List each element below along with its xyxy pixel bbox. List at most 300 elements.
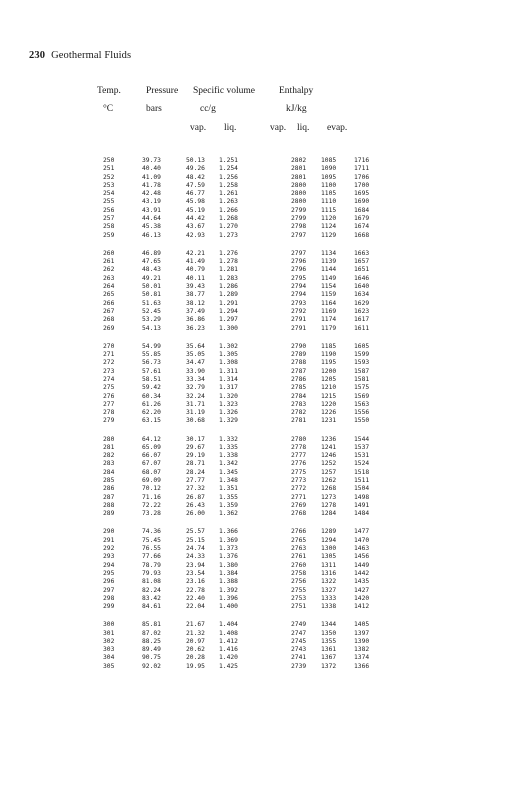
enthalpy-evap-cell: 1679 (354, 215, 370, 223)
pressure-cell: 53.29 (142, 316, 161, 324)
enthalpy-vap-cell: 2749 (291, 621, 307, 629)
volume-vap-cell: 23.16 (186, 578, 205, 586)
enthalpy-evap-cell: 1611 (354, 324, 370, 332)
temp-cell: 265 (103, 291, 115, 299)
header-volume-vap: vap. (190, 123, 207, 133)
volume-liq-cell: 1.366 (219, 528, 238, 536)
enthalpy-liq-cell: 1205 (321, 375, 337, 383)
enthalpy-vap-cell: 2796 (291, 266, 307, 274)
volume-vap-cell: 38.77 (186, 291, 205, 299)
enthalpy-evap-cell: 1684 (354, 206, 370, 214)
enthalpy-vap-cell: 2802 (291, 157, 307, 164)
volume-liq-cell: 1.276 (219, 249, 238, 257)
pressure-cell: 52.45 (142, 307, 161, 315)
pressure-cell: 78.79 (142, 561, 161, 569)
pressure-cell: 88.25 (142, 637, 161, 645)
enthalpy-vap-cell: 2800 (291, 198, 307, 206)
temp-cell: 281 (103, 443, 115, 451)
enthalpy-evap-cell: 1640 (354, 283, 370, 291)
volume-liq-cell: 1.320 (219, 392, 238, 400)
running-head (29, 50, 131, 61)
temp-cell: 295 (103, 569, 115, 577)
enthalpy-vap-cell: 2780 (291, 435, 307, 443)
enthalpy-liq-cell: 1278 (321, 501, 337, 509)
pressure-cell: 67.07 (142, 460, 161, 468)
volume-liq-cell: 1.283 (219, 274, 238, 282)
enthalpy-liq-cell: 1246 (321, 452, 337, 460)
volume-vap-cell: 45.98 (186, 198, 205, 206)
volume-liq-cell: 1.355 (219, 493, 238, 501)
enthalpy-vap-cell: 2778 (291, 443, 307, 451)
temp-cell: 254 (103, 190, 115, 198)
enthalpy-evap-cell: 1524 (354, 460, 370, 468)
enthalpy-liq-cell: 1241 (321, 443, 337, 451)
enthalpy-vap-cell: 2801 (291, 165, 307, 173)
volume-vap-cell: 29.67 (186, 443, 205, 451)
enthalpy-liq-cell: 1200 (321, 367, 337, 375)
volume-vap-cell: 39.43 (186, 283, 205, 291)
volume-liq-cell: 1.270 (219, 223, 238, 231)
enthalpy-liq-cell: 1257 (321, 468, 337, 476)
pressure-cell: 63.15 (142, 417, 161, 425)
temp-cell: 259 (103, 231, 115, 239)
pressure-cell: 60.34 (142, 392, 161, 400)
volume-vap-cell: 33.90 (186, 367, 205, 375)
enthalpy-evap-cell: 1435 (354, 578, 370, 586)
enthalpy-evap-cell: 1484 (354, 510, 370, 518)
enthalpy-liq-cell: 1195 (321, 359, 337, 367)
enthalpy-evap-cell: 1442 (354, 569, 370, 577)
enthalpy-vap-cell: 2784 (291, 392, 307, 400)
enthalpy-vap-cell: 2768 (291, 510, 307, 518)
enthalpy-liq-cell: 1252 (321, 460, 337, 468)
enthalpy-liq-cell: 1120 (321, 215, 337, 223)
enthalpy-vap-cell: 2775 (291, 468, 307, 476)
temp-cell: 294 (103, 561, 115, 569)
enthalpy-liq-cell: 1305 (321, 553, 337, 561)
temp-cell: 257 (103, 215, 115, 223)
enthalpy-vap-cell: 2794 (291, 291, 307, 299)
volume-vap-cell: 32.24 (186, 392, 205, 400)
enthalpy-vap-cell: 2801 (291, 173, 307, 181)
volume-vap-cell: 40.11 (186, 274, 205, 282)
enthalpy-liq-cell: 1231 (321, 417, 337, 425)
header-specific-volume: Specific volume (193, 86, 255, 96)
enthalpy-vap-cell: 2741 (291, 654, 307, 662)
pressure-cell: 87.02 (142, 629, 161, 637)
header-enthalpy: Enthalpy (279, 86, 314, 96)
temp-cell: 292 (103, 545, 115, 553)
enthalpy-vap-cell: 2763 (291, 545, 307, 553)
enthalpy-liq-cell: 1144 (321, 266, 337, 274)
pressure-cell: 42.48 (142, 190, 161, 198)
temp-cell: 255 (103, 198, 115, 206)
volume-vap-cell: 42.93 (186, 231, 205, 239)
enthalpy-evap-cell: 1518 (354, 468, 370, 476)
enthalpy-vap-cell: 2786 (291, 375, 307, 383)
enthalpy-evap-cell: 1366 (354, 662, 370, 670)
temp-cell: 256 (103, 206, 115, 214)
volume-vap-cell: 47.59 (186, 181, 205, 189)
temp-cell: 298 (103, 594, 115, 602)
pressure-cell: 70.12 (142, 485, 161, 493)
volume-liq-cell: 1.351 (219, 485, 238, 493)
enthalpy-evap-cell: 1427 (354, 586, 370, 594)
volume-liq-cell: 1.289 (219, 291, 238, 299)
volume-liq-cell: 1.300 (219, 324, 238, 332)
volume-vap-cell: 27.32 (186, 485, 205, 493)
volume-liq-cell: 1.317 (219, 384, 238, 392)
volume-vap-cell: 43.67 (186, 223, 205, 231)
temp-cell: 269 (103, 324, 115, 332)
enthalpy-vap-cell: 2795 (291, 274, 307, 282)
enthalpy-evap-cell: 1657 (354, 258, 370, 266)
enthalpy-vap-cell: 2790 (291, 342, 307, 350)
volume-liq-cell: 1.254 (219, 165, 238, 173)
enthalpy-vap-cell: 2776 (291, 460, 307, 468)
enthalpy-vap-cell: 2747 (291, 629, 307, 637)
enthalpy-liq-cell: 1134 (321, 249, 337, 257)
volume-liq-cell: 1.261 (219, 190, 238, 198)
temp-cell: 280 (103, 435, 115, 443)
enthalpy-liq-cell: 1262 (321, 477, 337, 485)
volume-liq-cell: 1.376 (219, 553, 238, 561)
temp-cell: 258 (103, 223, 115, 231)
enthalpy-vap-cell: 2787 (291, 367, 307, 375)
pressure-cell: 65.09 (142, 443, 161, 451)
enthalpy-evap-cell: 1700 (354, 181, 370, 189)
enthalpy-evap-cell: 1470 (354, 536, 370, 544)
enthalpy-vap-cell: 2743 (291, 646, 307, 654)
enthalpy-evap-cell: 1599 (354, 351, 370, 359)
volume-vap-cell: 23.54 (186, 569, 205, 577)
pressure-cell: 58.51 (142, 375, 161, 383)
temp-cell: 275 (103, 384, 115, 392)
volume-vap-cell: 48.42 (186, 173, 205, 181)
enthalpy-liq-cell: 1322 (321, 578, 337, 586)
pressure-cell: 57.61 (142, 367, 161, 375)
enthalpy-vap-cell: 2760 (291, 561, 307, 569)
volume-liq-cell: 1.362 (219, 510, 238, 518)
volume-liq-cell: 1.384 (219, 569, 238, 577)
header-enthalpy-evap: evap. (327, 123, 348, 133)
enthalpy-liq-cell: 1139 (321, 258, 337, 266)
volume-vap-cell: 40.79 (186, 266, 205, 274)
pressure-cell: 85.81 (142, 621, 161, 629)
enthalpy-liq-cell: 1190 (321, 351, 337, 359)
enthalpy-vap-cell: 2777 (291, 452, 307, 460)
enthalpy-vap-cell: 2796 (291, 258, 307, 266)
enthalpy-evap-cell: 1617 (354, 316, 370, 324)
enthalpy-liq-cell: 1154 (321, 283, 337, 291)
enthalpy-liq-cell: 1273 (321, 493, 337, 501)
volume-liq-cell: 1.335 (219, 443, 238, 451)
pressure-cell: 55.85 (142, 351, 161, 359)
enthalpy-evap-cell: 1605 (354, 342, 370, 350)
enthalpy-liq-cell: 1300 (321, 545, 337, 553)
volume-vap-cell: 44.42 (186, 215, 205, 223)
enthalpy-vap-cell: 2772 (291, 485, 307, 493)
volume-vap-cell: 20.28 (186, 654, 205, 662)
enthalpy-vap-cell: 2751 (291, 603, 307, 611)
volume-liq-cell: 1.369 (219, 536, 238, 544)
temp-cell: 253 (103, 181, 115, 189)
volume-liq-cell: 1.281 (219, 266, 238, 274)
volume-liq-cell: 1.380 (219, 561, 238, 569)
enthalpy-liq-cell: 1115 (321, 206, 337, 214)
temp-cell: 284 (103, 468, 115, 476)
header-enthalpy-liq: liq. (297, 123, 310, 133)
enthalpy-liq-cell: 1367 (321, 654, 337, 662)
enthalpy-evap-cell: 1695 (354, 190, 370, 198)
pressure-cell: 43.91 (142, 206, 161, 214)
enthalpy-vap-cell: 2798 (291, 223, 307, 231)
enthalpy-vap-cell: 2794 (291, 283, 307, 291)
volume-vap-cell: 31.71 (186, 400, 205, 408)
pressure-cell: 47.65 (142, 258, 161, 266)
volume-vap-cell: 26.00 (186, 510, 205, 518)
volume-vap-cell: 22.78 (186, 586, 205, 594)
volume-liq-cell: 1.412 (219, 637, 238, 645)
enthalpy-vap-cell: 2781 (291, 417, 307, 425)
volume-liq-cell: 1.297 (219, 316, 238, 324)
temp-cell: 263 (103, 274, 115, 282)
pressure-cell: 50.01 (142, 283, 161, 291)
pressure-cell: 49.21 (142, 274, 161, 282)
pressure-cell: 40.40 (142, 165, 161, 173)
volume-vap-cell: 32.79 (186, 384, 205, 392)
volume-liq-cell: 1.258 (219, 181, 238, 189)
temp-cell: 289 (103, 510, 115, 518)
pressure-cell: 89.49 (142, 646, 161, 654)
volume-liq-cell: 1.404 (219, 621, 238, 629)
enthalpy-evap-cell: 1531 (354, 452, 370, 460)
enthalpy-vap-cell: 2782 (291, 409, 307, 417)
enthalpy-liq-cell: 1100 (321, 181, 337, 189)
header-enthalpy-unit: kJ/kg (286, 104, 307, 114)
temp-cell: 301 (103, 629, 115, 637)
volume-vap-cell: 25.15 (186, 536, 205, 544)
enthalpy-liq-cell: 1129 (321, 231, 337, 239)
enthalpy-liq-cell: 1311 (321, 561, 337, 569)
temp-cell: 277 (103, 400, 115, 408)
enthalpy-vap-cell: 2789 (291, 351, 307, 359)
pressure-cell: 82.24 (142, 586, 161, 594)
temp-cell: 273 (103, 367, 115, 375)
temp-cell: 278 (103, 409, 115, 417)
volume-vap-cell: 22.04 (186, 603, 205, 611)
pressure-cell: 41.09 (142, 173, 161, 181)
pressure-cell: 54.13 (142, 324, 161, 332)
temp-cell: 276 (103, 392, 115, 400)
pressure-cell: 92.02 (142, 662, 161, 670)
temp-cell: 261 (103, 258, 115, 266)
enthalpy-vap-cell: 2753 (291, 594, 307, 602)
temp-cell: 296 (103, 578, 115, 586)
enthalpy-vap-cell: 2758 (291, 569, 307, 577)
enthalpy-evap-cell: 1420 (354, 594, 370, 602)
pressure-cell: 75.45 (142, 536, 161, 544)
enthalpy-vap-cell: 2783 (291, 400, 307, 408)
volume-vap-cell: 20.97 (186, 637, 205, 645)
volume-vap-cell: 42.21 (186, 249, 205, 257)
temp-cell: 251 (103, 165, 115, 173)
volume-liq-cell: 1.392 (219, 586, 238, 594)
pressure-cell: 48.43 (142, 266, 161, 274)
volume-liq-cell: 1.308 (219, 359, 238, 367)
enthalpy-liq-cell: 1372 (321, 662, 337, 670)
volume-liq-cell: 1.342 (219, 460, 238, 468)
enthalpy-evap-cell: 1397 (354, 629, 370, 637)
enthalpy-liq-cell: 1085 (321, 157, 337, 164)
pressure-cell: 50.81 (142, 291, 161, 299)
pressure-cell: 73.28 (142, 510, 161, 518)
pressure-cell: 59.42 (142, 384, 161, 392)
temp-cell: 268 (103, 316, 115, 324)
enthalpy-vap-cell: 2793 (291, 299, 307, 307)
temp-cell: 297 (103, 586, 115, 594)
enthalpy-liq-cell: 1095 (321, 173, 337, 181)
page-number: 230 (29, 50, 46, 61)
volume-vap-cell: 35.05 (186, 351, 205, 359)
volume-liq-cell: 1.314 (219, 375, 238, 383)
temp-cell: 304 (103, 654, 115, 662)
temp-cell: 272 (103, 359, 115, 367)
volume-liq-cell: 1.294 (219, 307, 238, 315)
enthalpy-evap-cell: 1690 (354, 198, 370, 206)
enthalpy-liq-cell: 1350 (321, 629, 337, 637)
volume-vap-cell: 20.62 (186, 646, 205, 654)
enthalpy-vap-cell: 2800 (291, 181, 307, 189)
volume-vap-cell: 27.77 (186, 477, 205, 485)
enthalpy-vap-cell: 2791 (291, 316, 307, 324)
volume-vap-cell: 37.49 (186, 307, 205, 315)
volume-vap-cell: 26.87 (186, 493, 205, 501)
volume-vap-cell: 28.71 (186, 460, 205, 468)
volume-liq-cell: 1.332 (219, 435, 238, 443)
enthalpy-liq-cell: 1327 (321, 586, 337, 594)
volume-liq-cell: 1.420 (219, 654, 238, 662)
temp-cell: 291 (103, 536, 115, 544)
header-pressure: Pressure (146, 86, 179, 96)
enthalpy-liq-cell: 1344 (321, 621, 337, 629)
pressure-cell: 76.55 (142, 545, 161, 553)
volume-liq-cell: 1.323 (219, 400, 238, 408)
volume-vap-cell: 26.43 (186, 501, 205, 509)
enthalpy-vap-cell: 2788 (291, 359, 307, 367)
enthalpy-liq-cell: 1149 (321, 274, 337, 282)
enthalpy-liq-cell: 1355 (321, 637, 337, 645)
volume-liq-cell: 1.373 (219, 545, 238, 553)
pressure-cell: 71.16 (142, 493, 161, 501)
temp-cell: 300 (103, 621, 115, 629)
enthalpy-evap-cell: 1581 (354, 375, 370, 383)
temp-cell: 287 (103, 493, 115, 501)
enthalpy-evap-cell: 1668 (354, 231, 370, 239)
enthalpy-vap-cell: 2797 (291, 249, 307, 257)
volume-vap-cell: 46.77 (186, 190, 205, 198)
enthalpy-liq-cell: 1159 (321, 291, 337, 299)
enthalpy-vap-cell: 2799 (291, 215, 307, 223)
temp-cell: 288 (103, 501, 115, 509)
enthalpy-liq-cell: 1185 (321, 342, 337, 350)
enthalpy-evap-cell: 1706 (354, 173, 370, 181)
enthalpy-vap-cell: 2769 (291, 501, 307, 509)
enthalpy-evap-cell: 1550 (354, 417, 370, 425)
volume-vap-cell: 49.26 (186, 165, 205, 173)
enthalpy-liq-cell: 1174 (321, 316, 337, 324)
volume-liq-cell: 1.278 (219, 258, 238, 266)
enthalpy-liq-cell: 1333 (321, 594, 337, 602)
enthalpy-liq-cell: 1110 (321, 198, 337, 206)
pressure-cell: 81.08 (142, 578, 161, 586)
enthalpy-evap-cell: 1544 (354, 435, 370, 443)
pressure-cell: 62.20 (142, 409, 161, 417)
enthalpy-liq-cell: 1215 (321, 392, 337, 400)
running-title: Geothermal Fluids (51, 50, 132, 61)
volume-vap-cell: 35.64 (186, 342, 205, 350)
volume-liq-cell: 1.345 (219, 468, 238, 476)
volume-liq-cell: 1.251 (219, 157, 238, 164)
header-temp-unit: °C (103, 104, 114, 114)
temp-cell: 271 (103, 351, 115, 359)
volume-vap-cell: 41.49 (186, 258, 205, 266)
enthalpy-liq-cell: 1164 (321, 299, 337, 307)
temp-cell: 250 (103, 157, 115, 164)
enthalpy-liq-cell: 1268 (321, 485, 337, 493)
pressure-cell: 44.64 (142, 215, 161, 223)
enthalpy-evap-cell: 1498 (354, 493, 370, 501)
enthalpy-vap-cell: 2791 (291, 324, 307, 332)
enthalpy-liq-cell: 1294 (321, 536, 337, 544)
volume-liq-cell: 1.286 (219, 283, 238, 291)
volume-liq-cell: 1.268 (219, 215, 238, 223)
enthalpy-evap-cell: 1491 (354, 501, 370, 509)
pressure-cell: 61.26 (142, 400, 161, 408)
pressure-cell: 79.93 (142, 569, 161, 577)
enthalpy-vap-cell: 2792 (291, 307, 307, 315)
volume-liq-cell: 1.359 (219, 501, 238, 509)
temp-cell: 282 (103, 452, 115, 460)
volume-vap-cell: 36.86 (186, 316, 205, 324)
volume-vap-cell: 22.40 (186, 594, 205, 602)
temp-cell: 267 (103, 307, 115, 315)
enthalpy-vap-cell: 2799 (291, 206, 307, 214)
enthalpy-evap-cell: 1449 (354, 561, 370, 569)
pressure-cell: 46.13 (142, 231, 161, 239)
enthalpy-evap-cell: 1634 (354, 291, 370, 299)
volume-vap-cell: 23.94 (186, 561, 205, 569)
enthalpy-liq-cell: 1105 (321, 190, 337, 198)
temp-cell: 262 (103, 266, 115, 274)
pressure-cell: 45.38 (142, 223, 161, 231)
header-volume-liq: liq. (224, 123, 237, 133)
volume-liq-cell: 1.273 (219, 231, 238, 239)
enthalpy-evap-cell: 1511 (354, 477, 370, 485)
volume-vap-cell: 31.19 (186, 409, 205, 417)
enthalpy-liq-cell: 1236 (321, 435, 337, 443)
volume-vap-cell: 36.23 (186, 324, 205, 332)
volume-liq-cell: 1.408 (219, 629, 238, 637)
volume-vap-cell: 28.24 (186, 468, 205, 476)
enthalpy-evap-cell: 1412 (354, 603, 370, 611)
enthalpy-evap-cell: 1563 (354, 400, 370, 408)
pressure-cell: 90.75 (142, 654, 161, 662)
temp-cell: 299 (103, 603, 115, 611)
enthalpy-liq-cell: 1179 (321, 324, 337, 332)
volume-liq-cell: 1.338 (219, 452, 238, 460)
temp-cell: 274 (103, 375, 115, 383)
